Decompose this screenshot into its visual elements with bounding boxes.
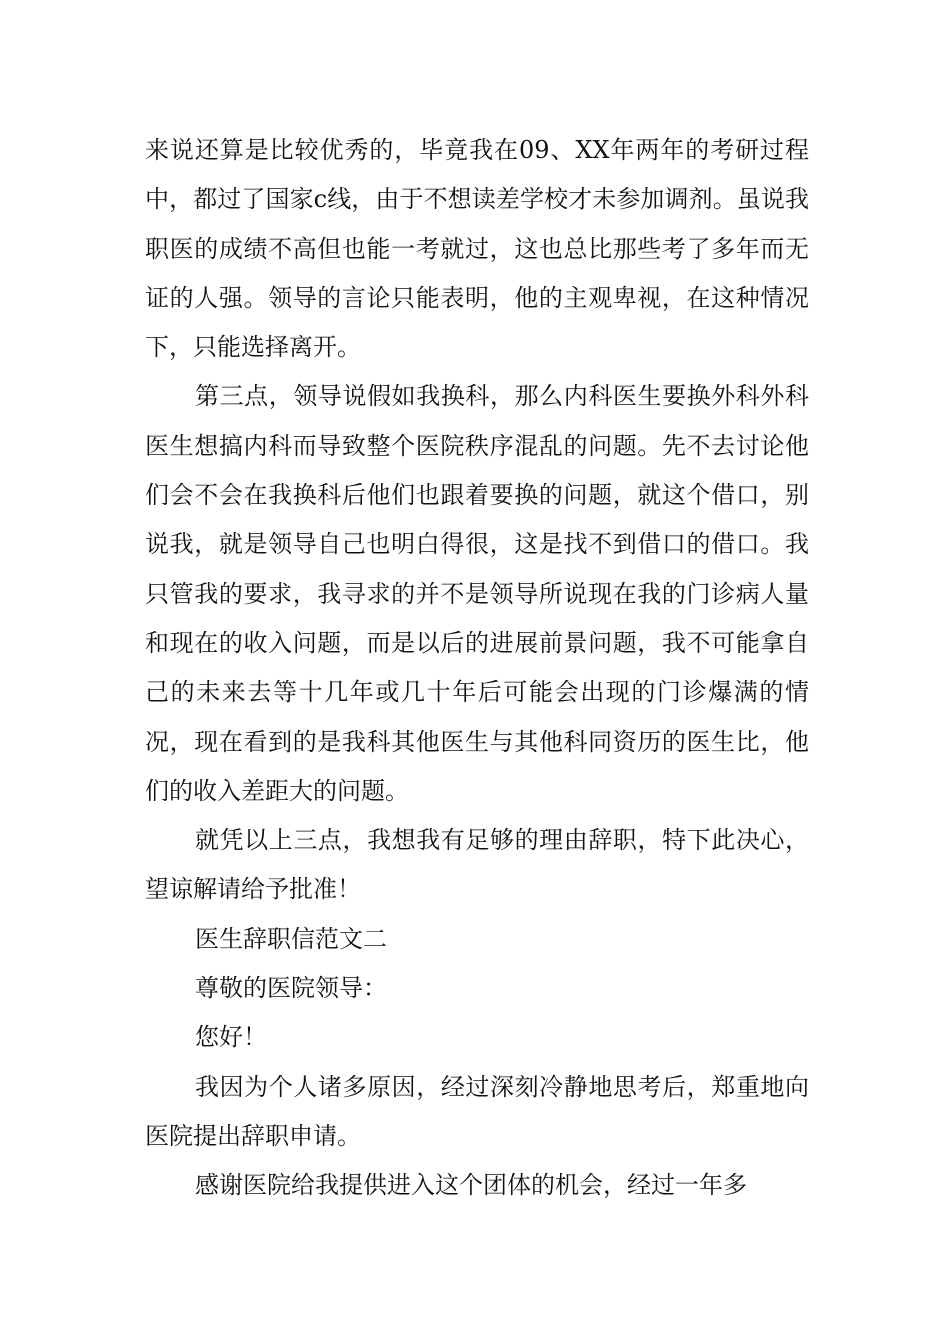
- paragraph-thanks: 感谢医院给我提供进入这个团体的机会，经过一年多: [195, 1171, 747, 1200]
- salutation: 尊敬的医院领导：: [195, 974, 387, 1003]
- document-body: [145, 126, 809, 1211]
- paragraph-continuation: 来说还算是比较优秀的，毕竟我在09、XX年两年的考研过程中，都过了国家c线，由于不想读差学校才未参加调剂。虽说我职医的成绩不高但也能一考就过，这也总比那些考了多年而无证的人强。领导的言论只能表明，他的主观卑视，在这种情况下，只能选择离开。: [145, 136, 809, 362]
- paragraph-conclusion: 就凭以上三点，我想我有足够的理由辞职，特下此决心，望谅解请给予批准！: [145, 826, 809, 904]
- section-heading: 医生辞职信范文二: [195, 924, 387, 953]
- greeting: 您好！: [195, 1023, 267, 1052]
- paragraph-resignation: 我因为个人诸多原因，经过深刻冷静地思考后，郑重地向医院提出辞职申请。: [145, 1072, 809, 1150]
- paragraph-third-point: 第三点，领导说假如我换科，那么内科医生要换外科外科医生想搞内科而导致整个医院秩序混乱的问题。先不去讨论他们会不会在我换科后他们也跟着要换的问题，就这个借口，别说我，就是领导自己也明白得很，这是找不到借口的借口。我只管我的要求，我寻求的并不是领导所说现在我的门诊病人量和现在的收入问题，而是以后的进展前景问题，我不可能拿自己的未来去等十几年或几十年后可能会出现的门诊爆满的情况，现在看到的是我科其他医生与其他科同资历的医生比，他们的收入差距大的问题。: [145, 382, 809, 805]
